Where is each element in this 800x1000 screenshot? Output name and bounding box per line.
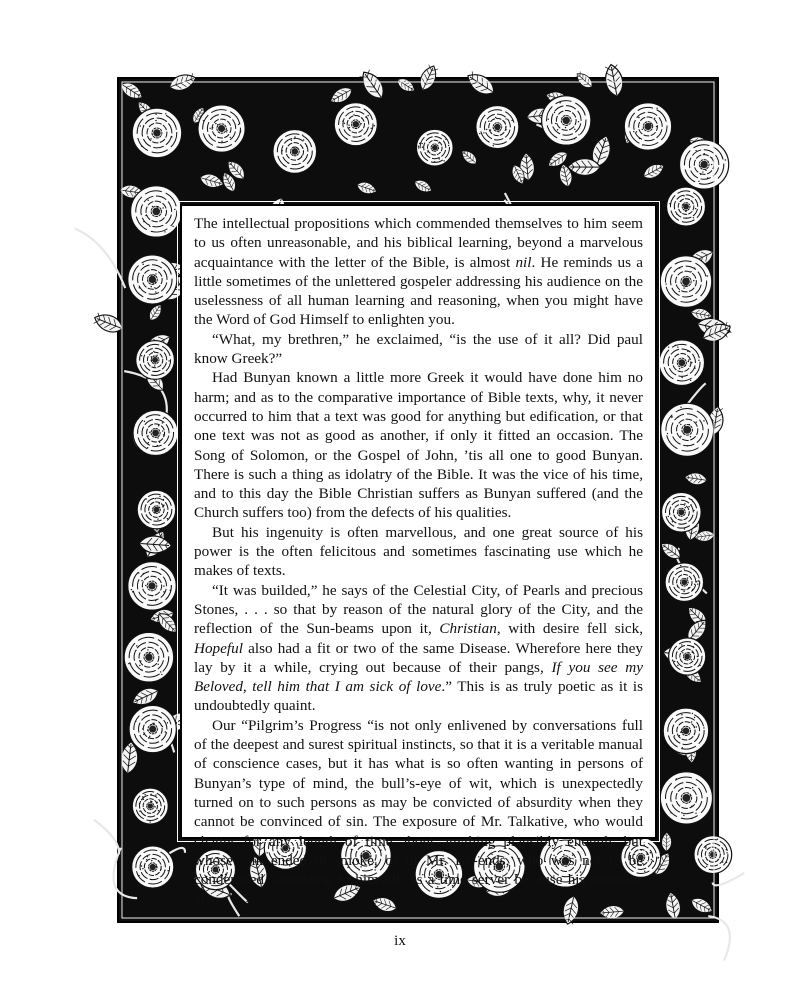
- text-panel: [180, 204, 657, 908]
- paragraph-2: “What, my brethren,” he exclaimed, “is the use of it all? Did paul know Greek?”: [194, 330, 643, 368]
- paragraph-6: Our “Pilgrim’s Progress “is not only enlivened by conversations full of the deepest and surest spiritual instincts, so that it is a veritable manual of conscience cases, but it has what is so often wanting in persons of Bunyan’s type of mind, the bull’s-eye of wit, which is unexpectedly turned on to such persons as may be convicted of absurdity when they cannot be convinced of sin. The exposure of Mr. Talkative, who would chatter for any length of time about anything plausibly enough, but whose talk ended in smoke, or of Mr. By-ends, who was not to be condemned, according to himself, as a time server because his opinions al-: [194, 716, 643, 908]
- p5-italic-quote-a: If you see: [551, 658, 618, 676]
- body-text: [194, 214, 643, 909]
- p5-part-3: , with desire fell sick,: [496, 620, 644, 638]
- paragraph-1: [194, 214, 643, 330]
- paragraph-4: But his ingenuity is often marvellous, and one great source of his power is the often felicitous and sometimes fascinating use which he makes of texts.: [194, 523, 643, 580]
- p1-part-3: . He reminds us a little sometimes of the unlettered gospeler addressing his audience on the uselessness of all human learning and reasoning, when you might have the Word of God Himself to enlighten you.: [194, 253, 644, 329]
- p5-part-5: also had a fit or two of the same Disease. Wherefore here they lay by it a while, crying out because of their pangs,: [194, 639, 643, 676]
- p1-italic-nil: nil: [515, 253, 532, 271]
- p5-part-1: “It was builded,” he says of the Celestial City, of Pearls and precious Stones, . . . so that by reason of the natural glory of the City, and the reflection of the Sun-beams upon it,: [194, 581, 643, 638]
- p5-italic-christian: Christian: [439, 620, 497, 638]
- p5-italic-hopeful: Hopeful: [194, 639, 243, 657]
- p5-part-8: .” This is as truly poetic as it is undoubtedly quaint.: [194, 678, 643, 715]
- paragraph-5: [194, 581, 643, 716]
- p1-part-1: The intellectual propositions which commended themselves to him seem to us often unreasonable, and his biblical learning, beyond a marvelous acquaintance with the letter of the Bible, is almost: [194, 215, 643, 271]
- paragraph-3: Had Bunyan known a little more Greek it would have done him no harm; and as to the comparative importance of Bible texts, why, it never occurred to him that a text was good for anything but edification, or that one text was not as good as another, if only it fitted an occasion. The Song of Solomon, or the Gospel of John, ’tis all one to good Bunyan. There is such a thing as idolatry of the Bible. It was the vice of his time, and to this day the Bible Christian suffers as Bunyan suffered (and the Church suffers too) from the defects of his qualities.: [194, 369, 643, 522]
- p5-italic-quote-b: my Beloved, tell him that I am sick of love: [194, 658, 643, 696]
- page-number: ix: [394, 933, 406, 949]
